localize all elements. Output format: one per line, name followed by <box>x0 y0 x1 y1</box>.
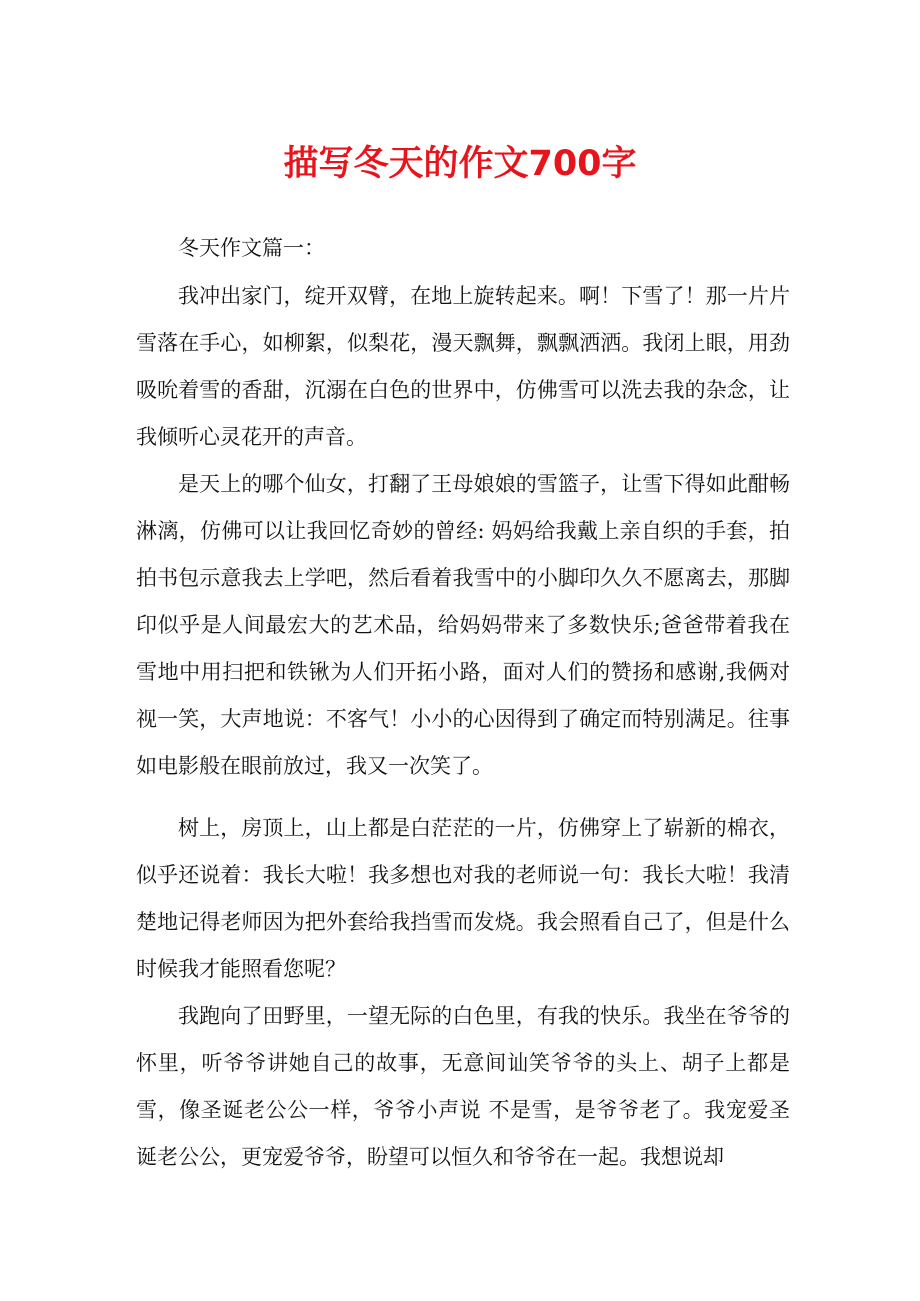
paragraph-2: 是天上的哪个仙女，打翻了王母娘娘的雪篮子，让雪下得如此酣畅淋漓，仿佛可以让我回忆奇妙的曾经: 妈妈给我戴上亲自织的手套，拍拍书包示意我去上学吧，然后看着我雪中的小脚印久久不愿离去，那脚印似乎是人间最宏大的艺术品，给妈妈带来了多数快乐;爸爸带着我在雪地中用扫把和铁锹为人们开拓小路，面对人们的赞扬和感谢,我俩对视一笑，大声地说：不客气！小小的心因得到了确定而特别满足。往事如电影般在眼前放过，我又一次笑了。 <box>136 472 790 778</box>
paragraph-1: 我冲出家门，绽开双臂，在地上旋转起来。啊！下雪了！那一片片雪落在手心，如柳絮，似梨花，漫天飘舞，飘飘洒洒。我闭上眼，用劲吸吮着雪的香甜，沉溺在白色的世界中，仿佛雪可以洗去我的杂念，让我倾听心灵花开的声音。 <box>136 284 790 449</box>
section-heading: 冬天作文篇一： <box>178 236 325 260</box>
document-title: 描写冬天的作文700字 <box>283 144 637 184</box>
paragraph-3: 树上，房顶上，山上都是白茫茫的一片，仿佛穿上了崭新的棉衣，似乎还说着：我长大啦！我多想也对我的老师说一句：我长大啦！我清楚地记得老师因为把外套给我挡雪而发烧。我会照看自己了，但是什么时候我才能照看您呢？ <box>136 816 790 981</box>
paragraph-4: 我跑向了田野里，一望无际的白色里，有我的快乐。我坐在爷爷的怀里，听爷爷讲她自己的故事，无意间讪笑爷爷的头上、胡子上都是雪，像圣诞老公公一样，爷爷小声说 不是雪，是爷爷老了。我宠爱圣诞老公公，更宠爱爷爷，盼望可以恒久和爷爷在一起。我想说却 <box>136 1004 790 1169</box>
